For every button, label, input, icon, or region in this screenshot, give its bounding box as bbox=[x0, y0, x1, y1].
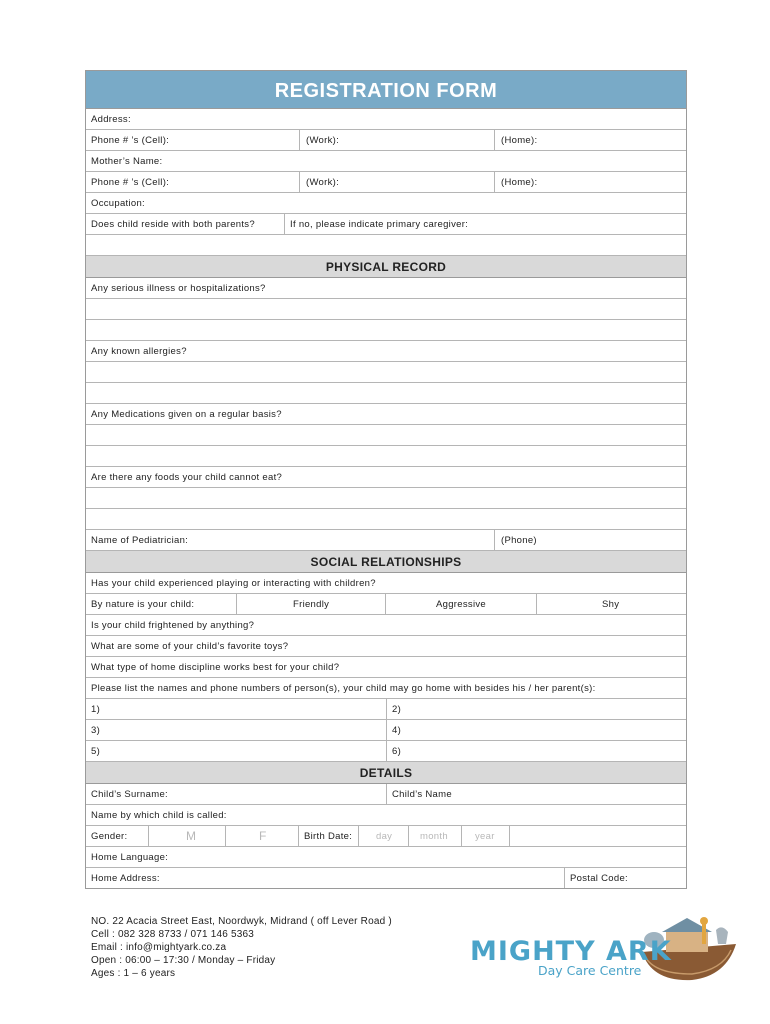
foods-answer-1[interactable] bbox=[86, 488, 686, 509]
toys-row[interactable] bbox=[86, 636, 686, 657]
persons-label: Please list the names and phone numbers of person(s), your child may go home with besides his / her parent(s): bbox=[91, 683, 596, 694]
discipline-label: What type of home discipline works best for your child? bbox=[91, 662, 340, 673]
slot-6: 6) bbox=[392, 746, 402, 757]
phone-work-label: (Work): bbox=[306, 177, 340, 188]
slot-2: 2) bbox=[392, 704, 402, 715]
social-relationships-heading: SOCIAL RELATIONSHIPS bbox=[86, 551, 686, 573]
called-row[interactable] bbox=[86, 805, 686, 826]
toys-label: What are some of your child’s favorite toys? bbox=[91, 641, 289, 652]
medications-label: Any Medications given on a regular basis? bbox=[91, 409, 282, 420]
discipline-row[interactable] bbox=[86, 657, 686, 678]
footer-cell: Cell : 082 328 8733 / 071 146 5363 bbox=[91, 929, 255, 940]
frightened-row[interactable] bbox=[86, 615, 686, 636]
allergies-answer-2[interactable] bbox=[86, 383, 686, 404]
logo-subtitle: Day Care Centre bbox=[538, 963, 642, 978]
phone-cell-label: Phone # ’s (Cell): bbox=[91, 177, 170, 188]
home-address-label: Home Address: bbox=[91, 873, 160, 884]
pediatrician-phone-label: (Phone) bbox=[501, 535, 537, 546]
persons-row bbox=[86, 678, 686, 699]
footer-address: NO. 22 Acacia Street East, Noordwyk, Midrand ( off Lever Road ) bbox=[91, 916, 392, 927]
allergies-row bbox=[86, 341, 686, 362]
allergies-answer-1[interactable] bbox=[86, 362, 686, 383]
medications-row bbox=[86, 404, 686, 425]
language-label: Home Language: bbox=[91, 852, 169, 863]
phone-home-label: (Home): bbox=[501, 135, 538, 146]
experienced-label: Has your child experienced playing or interacting with children? bbox=[91, 578, 376, 589]
footer-ages: Ages : 1 – 6 years bbox=[91, 968, 176, 979]
slot-5: 5) bbox=[91, 746, 101, 757]
footer-open: Open : 06:00 – 17:30 / Monday – Friday bbox=[91, 955, 276, 966]
mothers-name-label: Mother’s Name: bbox=[91, 156, 163, 167]
called-label: Name by which child is called: bbox=[91, 810, 227, 821]
illness-label: Any serious illness or hospitalizations? bbox=[91, 283, 266, 294]
option-friendly[interactable]: Friendly bbox=[293, 599, 330, 610]
registration-form bbox=[85, 70, 687, 889]
gender-f-option[interactable]: F bbox=[259, 829, 267, 843]
gender-label: Gender: bbox=[91, 831, 128, 842]
home-address-row[interactable] bbox=[86, 868, 686, 888]
medications-answer-2[interactable] bbox=[86, 446, 686, 467]
mighty-ark-logo bbox=[470, 910, 740, 990]
caregiver-label: If no, please indicate primary caregiver: bbox=[290, 219, 469, 230]
pediatrician-row[interactable] bbox=[86, 530, 686, 551]
birth-month-field[interactable]: month bbox=[420, 831, 448, 842]
physical-record-heading: PHYSICAL RECORD bbox=[86, 256, 686, 278]
contact-footer bbox=[91, 915, 392, 980]
reside-label: Does child reside with both parents? bbox=[91, 219, 255, 230]
phone-home-label: (Home): bbox=[501, 177, 538, 188]
phone-work-label: (Work): bbox=[306, 135, 340, 146]
address-label: Address: bbox=[91, 114, 131, 125]
footer-email: Email : info@mightyark.co.za bbox=[91, 942, 227, 953]
gender-m-option[interactable]: M bbox=[186, 829, 197, 843]
foods-label: Are there any foods your child cannot eat? bbox=[91, 472, 283, 483]
persons-row-3[interactable] bbox=[86, 741, 686, 762]
birth-year-field[interactable]: year bbox=[475, 831, 495, 842]
frightened-label: Is your child frightened by anything? bbox=[91, 620, 255, 631]
address-row[interactable] bbox=[86, 109, 686, 130]
foods-answer-2[interactable] bbox=[86, 509, 686, 530]
father-phone-row[interactable] bbox=[86, 130, 686, 151]
occupation-row[interactable] bbox=[86, 193, 686, 214]
persons-row-1[interactable] bbox=[86, 699, 686, 720]
form-title: REGISTRATION FORM bbox=[86, 71, 686, 109]
persons-row-2[interactable] bbox=[86, 720, 686, 741]
mother-phone-row[interactable] bbox=[86, 172, 686, 193]
surname-row[interactable] bbox=[86, 784, 686, 805]
allergies-label: Any known allergies? bbox=[91, 346, 187, 357]
experienced-row[interactable] bbox=[86, 573, 686, 594]
birth-date-label: Birth Date: bbox=[304, 831, 353, 842]
slot-3: 3) bbox=[91, 725, 101, 736]
nature-row bbox=[86, 594, 686, 615]
illness-row bbox=[86, 278, 686, 299]
childs-name-label: Child’s Name bbox=[392, 789, 452, 800]
option-aggressive[interactable]: Aggressive bbox=[436, 599, 486, 610]
phone-cell-label: Phone # ’s (Cell): bbox=[91, 135, 170, 146]
details-heading: DETAILS bbox=[86, 762, 686, 784]
option-shy[interactable]: Shy bbox=[602, 599, 620, 610]
reside-row[interactable] bbox=[86, 214, 686, 235]
medications-answer-1[interactable] bbox=[86, 425, 686, 446]
blank-row[interactable] bbox=[86, 235, 686, 256]
illness-answer-2[interactable] bbox=[86, 320, 686, 341]
postal-code-label: Postal Code: bbox=[570, 873, 628, 884]
mothers-name-row[interactable] bbox=[86, 151, 686, 172]
birth-day-field[interactable]: day bbox=[376, 831, 393, 842]
slot-1: 1) bbox=[91, 704, 101, 715]
slot-4: 4) bbox=[392, 725, 402, 736]
logo-name: MIGHTY ARK bbox=[470, 936, 672, 967]
occupation-label: Occupation: bbox=[91, 198, 145, 209]
pediatrician-label: Name of Pediatrician: bbox=[91, 535, 189, 546]
foods-row bbox=[86, 467, 686, 488]
illness-answer-1[interactable] bbox=[86, 299, 686, 320]
gender-row bbox=[86, 826, 686, 847]
surname-label: Child’s Surname: bbox=[91, 789, 168, 800]
nature-label: By nature is your child: bbox=[91, 599, 195, 610]
language-row[interactable] bbox=[86, 847, 686, 868]
